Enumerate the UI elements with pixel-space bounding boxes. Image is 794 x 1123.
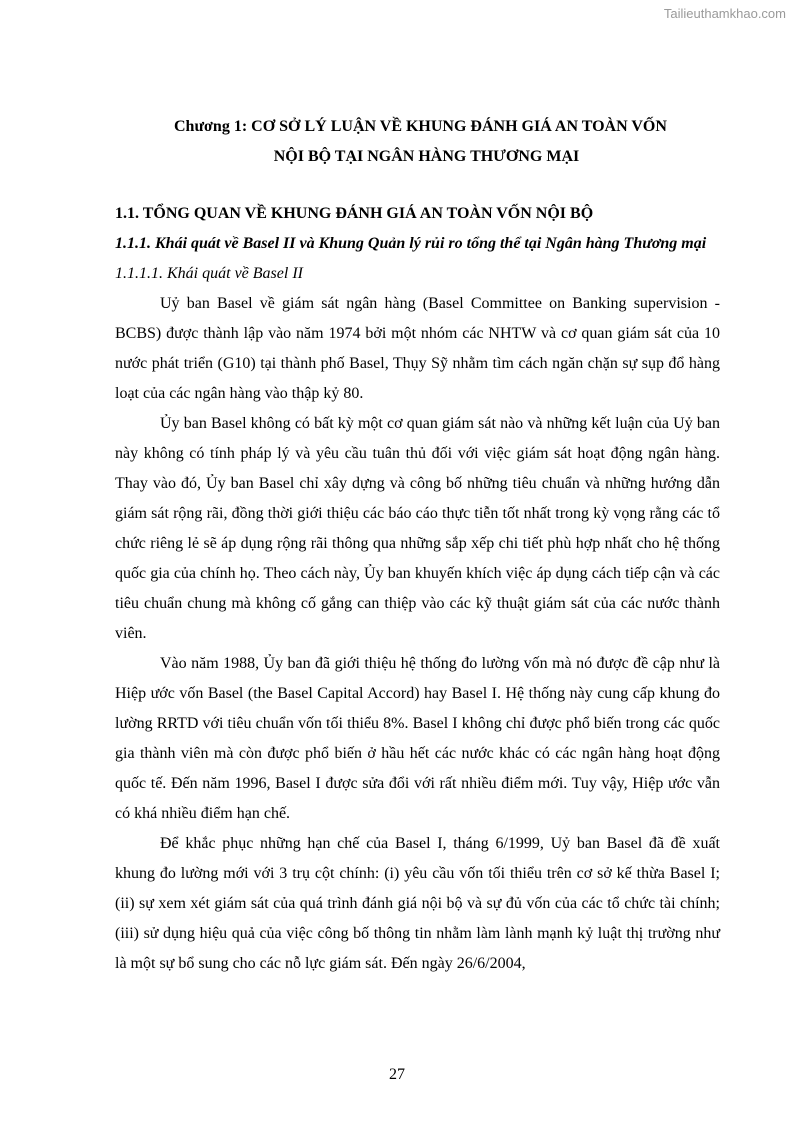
document-body [115, 199, 720, 979]
paragraph: Vào năm 1988, Ủy ban đã giới thiệu hệ thống đo lường vốn mà nó được đề cập như là Hiệp ước vốn Basel (the Basel Capital Accord) hay Basel I. Hệ thống này cung cấp khung đo lường RRTD với tiêu chuẩn vốn tối thiểu 8%. Basel I không chỉ được phổ biến trong các quốc gia thành viên mà còn được phổ biến ở hầu hết các nước khác có các ngân hàng hoạt động quốc tế. Đến năm 1996, Basel I được sửa đổi với rất nhiều điểm mới. Tuy vậy, Hiệp ước vẫn có khá nhiều điểm hạn chế. [115, 655, 720, 822]
section-heading-1-1: 1.1. TỔNG QUAN VỀ KHUNG ĐÁNH GIÁ AN TOÀN VỐN NỘI BỘ [115, 205, 594, 222]
page-number: 27 [389, 1066, 405, 1083]
section-heading-1-1-1: 1.1.1. Khái quát về Basel II và Khung Quản lý rủi ro tổng thể tại Ngân hàng Thương mại [115, 235, 707, 252]
paragraph: Để khắc phục những hạn chế của Basel I, tháng 6/1999, Uỷ ban Basel đã đề xuất khung đo lường mới với 3 trụ cột chính: (i) yêu cầu vốn tối thiểu trên cơ sở kế thừa Basel I; (ii) sự xem xét giám sát của quá trình đánh giá nội bộ và sự đủ vốn của các tổ chức tài chính; (iii) sử dụng hiệu quả của việc công bố thông tin nhằm làm lành mạnh kỷ luật thị trường như là một sự bổ sung cho các nỗ lực giám sát. Đến ngày 26/6/2004, [115, 835, 720, 972]
watermark: Tailieuthamkhao.com [663, 6, 786, 21]
chapter-title [115, 112, 720, 172]
chapter-title-line-1: Chương 1: CƠ SỞ LÝ LUẬN VỀ KHUNG ĐÁNH GIÁ AN TOÀN VỐN [174, 118, 667, 135]
section-heading-1-1-1-1: 1.1.1.1. Khái quát về Basel II [115, 265, 303, 282]
chapter-title-line-2: NỘI BỘ TẠI NGÂN HÀNG THƯƠNG MẠI [273, 148, 580, 165]
paragraph: Ủy ban Basel không có bất kỳ một cơ quan giám sát nào và những kết luận của Uỷ ban này không có tính pháp lý và yêu cầu tuân thủ đối với việc giám sát hoạt động ngân hàng. Thay vào đó, Ủy ban Basel chỉ xây dựng và công bố những tiêu chuẩn và những hướng dẫn giám sát rộng rãi, đồng thời giới thiệu các báo cáo thực tiễn tốt nhất trong kỳ vọng rằng các tổ chức riêng lẻ sẽ áp dụng rộng rãi thông qua những sắp xếp chi tiết phù hợp nhất cho hệ thống quốc gia của chính họ. Theo cách này, Ủy ban khuyến khích việc áp dụng cách tiếp cận và các tiêu chuẩn chung mà không cố gắng can thiệp vào các kỹ thuật giám sát của các nước thành viên. [115, 415, 720, 642]
paragraph: Uỷ ban Basel về giám sát ngân hàng (Basel Committee on Banking supervision - BCBS) được thành lập vào năm 1974 bởi một nhóm các NHTW và cơ quan giám sát của 10 nước phát triển (G10) tại thành phố Basel, Thụy Sỹ nhằm tìm cách ngăn chặn sự sụp đổ hàng loạt của các ngân hàng vào thập kỷ 80. [115, 295, 720, 402]
